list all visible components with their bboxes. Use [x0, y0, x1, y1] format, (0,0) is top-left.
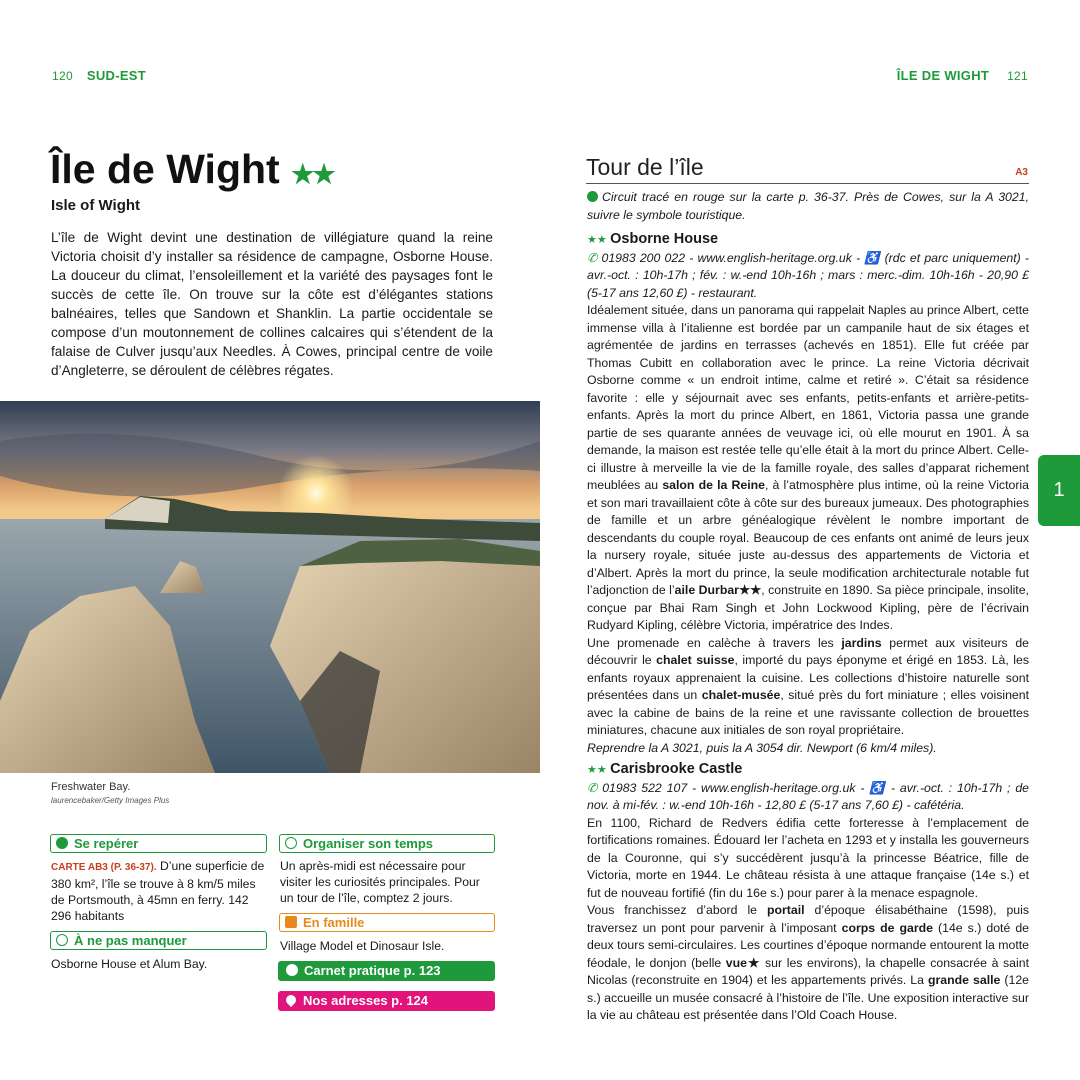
organiser-son-temps-text: Un après-midi est nécessaire pour visiter les curiosités principales. Pour un tour de l’île, comptez 2 jours. [280, 859, 480, 905]
family-icon [285, 916, 297, 928]
carisbrooke-visit: Vous franchissez d’abord le portail d’époque élisabéthaine (1598), puis traversez un pont pour parvenir à l’imposant corps de garde (14e s.) doté de deux tours semi-circulaires. Les courtines d’époque normande entourent la motte féodale, le donjon (belle vue★ sur les environs), la chapelle consacrée à saint Nicolas (reconstruite en 1904) et les appartements privés. La grande salle (12e s.) accueille un musée consacré à l’histoire de l’île. Une exposition interactive sur la vie au château est présentée dans l’Old Coach House. [587, 903, 1030, 1022]
osborne-directions: Reprendre la A 3021, puis la A 3054 dir. Newport (6 km/4 miles). [587, 740, 937, 755]
info-icon [286, 964, 298, 976]
carnet-pratique-link[interactable]: Carnet pratique p. 123 [278, 961, 495, 981]
phone-icon: ✆ [587, 780, 598, 795]
osborne-info: ✆ 01983 200 022 - www.english-heritage.org.uk - ♿ (rdc et parc uniquement) - avr.-oct. : 10h-17h ; fév. : w.-end 10h-16h ; mars : merc.-dim. 10h-16h - 20,90 £ (5-17 ans 12,60 £) - restaurant. [587, 250, 1030, 300]
phone-icon: ✆ [587, 250, 598, 265]
box-organiser-son-temps: Organiser son temps [279, 834, 495, 853]
left-page-number: 120 [52, 69, 73, 83]
right-running-header [897, 68, 1028, 83]
box-a-ne-pas-manquer: À ne pas manquer [50, 931, 267, 950]
photo-caption: Freshwater Bay. [51, 781, 131, 793]
location-pin-icon [284, 993, 298, 1007]
tour-intro: Circuit tracé en rouge sur la carte p. 36-37. Près de Cowes, sur la A 3021, suivre le symbole touristique. [587, 190, 1029, 222]
box-se-reperer: Se repérer [50, 834, 267, 853]
smiley-icon [56, 934, 68, 946]
page-title-block [50, 146, 334, 193]
tour-title: Tour de l’île [586, 154, 704, 180]
wheelchair-icon: ♿ [864, 250, 881, 265]
carisbrooke-history: En 1100, Richard de Redvers édifia cette forteresse à l’emplacement de fortifications romaines. Édouard Ier l’acheta en 1293 et y installa les gouverneurs de la Couronne, qui s’y succédèrent jusqu’à la princesse Béatrice, fille de Victoria, morte en 1944. Le château résista à une attaque française (14e s.) et fut de nouveau fortifié (fin du 16e s.) pour parer à la menace espagnole. [587, 815, 1029, 900]
map-reference: A3 [1015, 167, 1028, 178]
clock-icon [285, 837, 297, 849]
page-subtitle: Isle of Wight [51, 197, 141, 214]
arrow-circle-icon [587, 191, 598, 202]
chapter-side-tab[interactable]: 1 [1038, 455, 1080, 526]
osborne-description: Idéalement située, dans un panorama qui rappelait Naples au prince Albert, cette immense villa à l’italienne est bordée par un campanile haut de six étages et agrémentée de jardins en terrasses (achevés en 1851). Elle fut créée par Thomas Cubitt en collaboration avec le prince. La reine Victoria décrivait Osborne comme « un endroit intime, calme et retiré ». C’était sa résidence favorite : elle y séjournait avec ses enfants, petits-enfants et arrière-petits-enfants. Après la mort du prince Albert, en 1861, Victoria passa une grande partie de ses quarante années de veuvage ici, où elle mourut en 1901. À sa demande, la maison est restée telle qu’elle était à la mort du prince Albert. Celle-ci illustre à merveille la vie de la famille royale, des salles d’apparat richement meublées au salon de la Reine, à l’atmosphère plus intime, où la reine Victoria et son mari travaillaient côte à côte sur des bureaux jumeaux. Des photographies de famille et un arbre généalogique révèlent le nombre important de descendants du couple royal. Beaucoup de ces enfants ont animé de leurs jeux la nursery royale, située juste au-dessus des appartements de Victoria et d’Albert. Après la mort du prince, la seule modification architecturale notable fut l’adjonction de l’aile Durbar★★, construite en 1890. Sa pièce principale, insolite, conçue par Bhai Ram Singh et John Lockwood Kipling, père de l’écrivain Rudyard Kipling, célèbre Victoria, impératrice des Indes. [587, 303, 1029, 632]
arrow-circle-icon [56, 837, 68, 849]
wheelchair-icon: ♿ [869, 780, 887, 795]
rating-stars: ★★ [291, 159, 334, 189]
a-ne-pas-manquer-text: Osborne House et Alum Bay. [51, 957, 208, 971]
box-en-famille: En famille [279, 913, 495, 932]
nos-adresses-link[interactable]: Nos adresses p. 124 [278, 991, 495, 1011]
se-reperer-text: CARTE AB3 (P. 36-37). D’une superficie de 380 km², l’île se trouve à 8 km/5 miles de Portsmouth, à 45mn en ferry. 142 296 habitants [51, 859, 265, 923]
right-column-text [587, 189, 1029, 1025]
page-title: Île de Wight ★★ [50, 146, 334, 192]
en-famille-text: Village Model et Dinosaur Isle. [280, 939, 445, 953]
photo-credit: laurencebaker/Getty Images Plus [51, 796, 170, 805]
right-page-number: 121 [1007, 69, 1028, 83]
freshwater-bay-photo [0, 401, 540, 773]
osborne-heading: ★★ Osborne House [587, 231, 719, 247]
right-section-title: ÎLE DE WIGHT [896, 68, 990, 83]
title-rule [586, 183, 1029, 184]
carisbrooke-heading: ★★ Carisbrooke Castle [587, 761, 743, 777]
left-section-title: SUD-EST [86, 68, 147, 83]
left-running-header [52, 68, 146, 83]
osborne-gardens: Une promenade en calèche à travers les jardins permet aux visiteurs de découvrir le chalet suisse, importé du pays éponyme et érigé en 1853. Là, les enfants royaux apprenaient la cuisine. Les collections d’histoire naturelle sont présentées dans un chalet-musée, situé près du fort miniature ; elles voisinent avec la cabine de bains de la reine et une ravissante collection de brouettes miniatures, chacune aux initiales de son royal propriétaire. [587, 635, 1030, 737]
carisbrooke-info: ✆ 01983 522 107 - www.english-heritage.org.uk - ♿ - avr.-oct. : 10h-17h ; de nov. à mi-fév. : w.-end 10h-16h - 12,80 £ (5-17 ans 7,60 £) - cafétéria. [587, 780, 1029, 812]
intro-paragraph: L’île de Wight devint une destination de villégiature quand la reine Victoria choisit d’y installer sa résidence de campagne, Osborne House. La douceur du climat, l’ensoleillement et la variété des paysages font le succès de cette île. On trouve sur la côte est d’élégantes stations balnéaires, telles que Sandown et Shanklin. La partie occidentale se compose d’un moutonnement de collines calcaires qui s’étendent de la falaise de Culver jusqu’aux Needles. À Cowes, principal centre de voile d’Angleterre, se déroulent de célèbres régates. [51, 230, 493, 378]
